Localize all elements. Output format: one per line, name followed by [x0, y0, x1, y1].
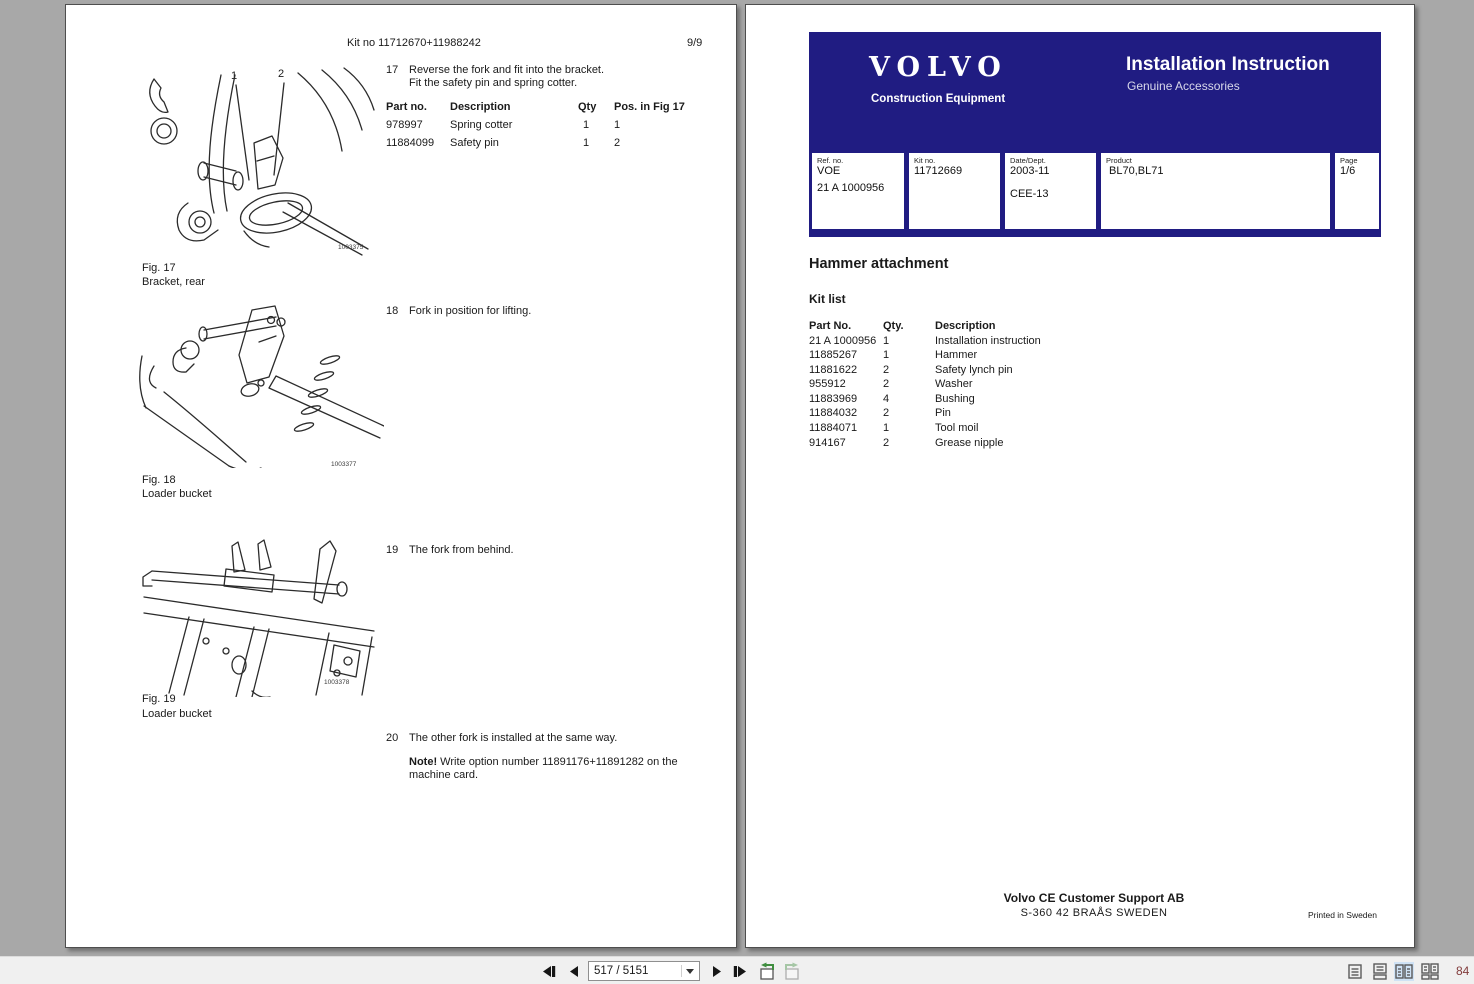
two-page-layout-button[interactable] — [1394, 962, 1414, 981]
fig18-label: Fig. 18 — [142, 474, 176, 486]
next-view-icon — [782, 962, 802, 981]
fig19-image-id: 1003378 — [324, 679, 350, 686]
previous-page-icon — [568, 965, 580, 978]
fig18-image-id: 1003377 — [331, 461, 357, 468]
step-19 — [386, 544, 514, 557]
previous-view-button[interactable] — [756, 960, 778, 982]
volvo-logo-subtitle: Construction Equipment — [871, 93, 1006, 105]
step-18-text: Fork in position for lifting. — [409, 305, 532, 317]
last-page-icon — [732, 965, 748, 978]
first-page-icon — [541, 965, 557, 978]
step-18-number: 18 — [386, 305, 399, 317]
volvo-header-block — [809, 32, 1381, 237]
note — [409, 756, 693, 782]
two-page-layout-icon — [1395, 963, 1413, 980]
note-label: Note! — [409, 756, 438, 768]
info-box-kit-no: Kit no. 11712669 — [908, 152, 1001, 230]
next-view-button[interactable] — [781, 960, 803, 982]
installation-instruction-title: Installation Instruction — [1126, 54, 1330, 75]
fig19-label: Fig. 19 — [142, 693, 176, 705]
volvo-logo: VOLVO — [869, 52, 1008, 83]
two-page-continuous-layout-button[interactable] — [1420, 962, 1440, 981]
first-page-button[interactable] — [538, 960, 560, 982]
last-page-button[interactable] — [729, 960, 751, 982]
single-page-layout-icon — [1347, 963, 1363, 980]
step-20 — [386, 732, 617, 745]
fig17-caption: Bracket, rear — [142, 276, 205, 288]
footer-printed-in: Printed in Sweden — [1308, 910, 1377, 920]
single-page-layout-button[interactable] — [1345, 962, 1365, 981]
combo-dropdown-area — [681, 965, 694, 977]
kit-number-header: Kit no 11712670+11988242 — [347, 37, 481, 49]
section-title: Hammer attachment — [809, 256, 949, 272]
figure-18-drawing — [134, 300, 384, 468]
next-page-button[interactable] — [706, 960, 728, 982]
step-20-text: The other fork is installed at the same way. — [409, 732, 618, 744]
step-17-text: Reverse the fork and fit into the bracket. Fit the safety pin and spring cotter. — [409, 64, 605, 89]
step-18 — [386, 305, 531, 318]
footer-address: S-360 42 BRAÅS SWEDEN — [1020, 907, 1168, 919]
info-box-page: Page 1/6 — [1334, 152, 1380, 230]
step-17 — [386, 64, 604, 90]
fig19-caption: Loader bucket — [142, 708, 212, 720]
info-box-date-dept: Date/Dept. 2003-11 CEE-13 — [1004, 152, 1097, 230]
kit-list-title: Kit list — [809, 292, 846, 306]
step-19-text: The fork from behind. — [409, 544, 514, 556]
step-19-number: 19 — [386, 544, 399, 556]
info-box-ref-no: Ref. no. VOE 21 A 1000956 — [811, 152, 905, 230]
figure-19-drawing — [134, 535, 384, 697]
info-box-product: Product BL70,BL71 — [1100, 152, 1331, 230]
continuous-layout-button[interactable] — [1370, 962, 1390, 981]
fig17-label: Fig. 17 — [142, 262, 176, 274]
two-page-continuous-layout-icon — [1421, 963, 1439, 980]
note-text: Write option number 11891176+11891282 on the machine card. — [409, 756, 678, 781]
chevron-down-icon — [686, 969, 694, 974]
fig17-callout-2: 2 — [278, 68, 285, 80]
genuine-accessories-subtitle: Genuine Accessories — [1127, 79, 1240, 93]
zoom-level-text: 84 — [1456, 964, 1470, 978]
viewer-toolbar — [0, 956, 1474, 984]
figure-17-drawing — [126, 65, 376, 257]
fig17-image-id: 1003375 — [338, 244, 364, 251]
document-page-left: Kit no 11712670+11988242 9/9 17 Reverse the fork and fit into the bracket. Fit the safety pin and spring cotter. Part no. Description Qty Pos. in Fig 17 978997 Spring cotter 1 1 11884099 Safety pin 1 2 1 2 1003375 Fig. 17 Bracket, rear 18 Fork in position for lifting. 1003377 Fig. 18 Loader bucket 19 The fork from behind. 1003378 Fig. 19 Loader bucket 20 The other fork is installed at the same way. Note! Write option number 11891176+11891282 on the machine card. — [65, 4, 737, 948]
footer-company: Volvo CE Customer Support AB — [1003, 891, 1185, 905]
fig18-caption: Loader bucket — [142, 488, 212, 500]
page-number-value: 517 / 5151 — [594, 965, 649, 977]
document-page-right: VOLVO Construction Equipment Installation Instruction Genuine Accessories Ref. no. VOE 21 A 1000956 Kit no. 11712669 Date/Dept. 2003-11 CEE-13 Product BL70,BL71 Page 1/6 Hammer attachment Kit list Part No. Qty. Description 21 A 1000956 1 Installation instruction 11885267 1 Hammer 11881622 2 Safety lynch pin 955912 2 Washer 11883969 4 Bushing 11884032 2 Pin 11884071 1 Tool moil 914167 2 Grease nipple Volvo CE Customer Support AB S-360 42 BRAÅS SWEDEN Printed in Sweden — [745, 4, 1415, 948]
page-indicator: 9/9 — [687, 37, 703, 49]
previous-page-button[interactable] — [563, 960, 585, 982]
continuous-layout-icon — [1372, 963, 1388, 980]
next-page-icon — [711, 965, 723, 978]
previous-view-icon — [757, 962, 777, 981]
step-17-number: 17 — [386, 64, 399, 76]
page-number-combo[interactable] — [588, 961, 700, 981]
step-20-number: 20 — [386, 732, 399, 744]
fig17-callout-1: 1 — [231, 70, 238, 82]
